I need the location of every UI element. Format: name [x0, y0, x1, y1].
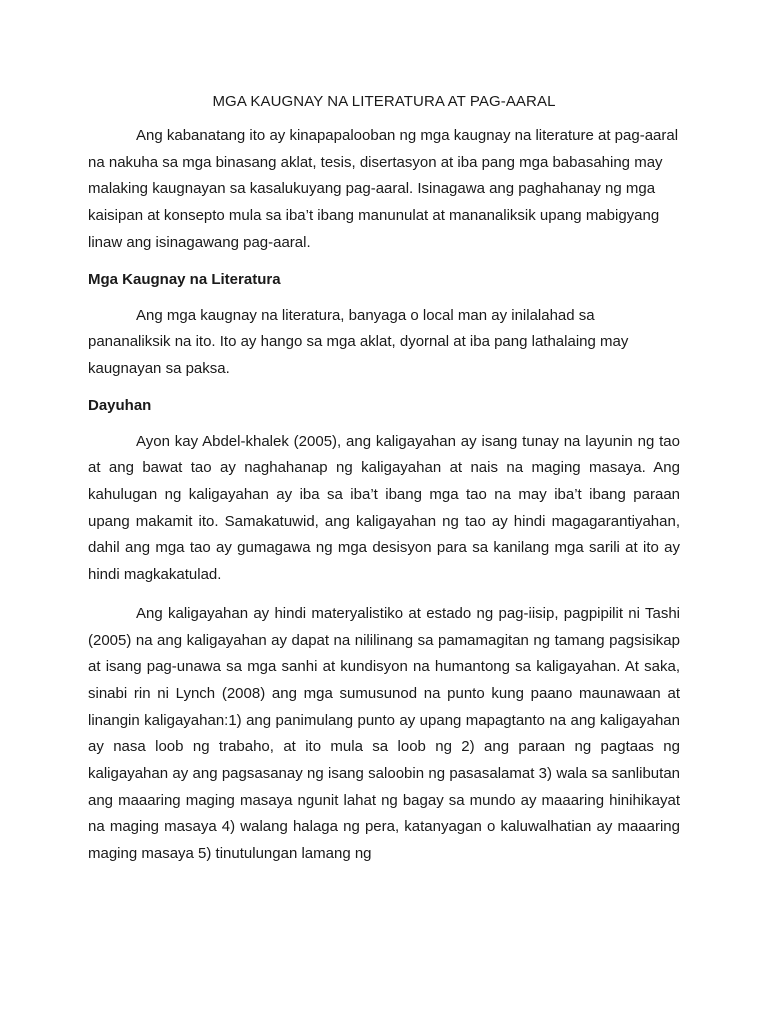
- dayuhan-paragraph-2: Ang kaligayahan ay hindi materyalistiko at estado ng pag-iisip, pagpipilit ni Tashi (2005) na ang kaligayahan ay dapat na nililinang sa pamamagitan ng tamang pagsisikap at isang pag-unawa sa mga sanhi at kundisyon na humantong sa kaligayahan. At saka, sinabi rin ni Lynch (2008) ang mga sumusunod na punto kung paano maunawaan at linangin kaligayahan:1) ang panimulang punto ay upang mapagtanto na ang kaligayahan ay nasa loob ng trabaho, at ito mula sa loob ng 2) ang paraan ng pagtaas ng kaligayahan ay ang pagsasanay ng isang saloobin ng pasasalamat 3) wala sa sanlibutan ang maaaring maging masaya ngunit lahat ng bagay sa mundo ay maaaring hinihikayat na maging masaya 4) walang halaga ng pera, katanyagan o kaluwalhatian ay maaaring maging masaya 5) tinutulungan lamang ng: [88, 604, 680, 863]
- intro-paragraph: Ang kabanatang ito ay kinapapalooban ng mga kaugnay na literature at pag-aaral na nakuha sa mga binasang aklat, tesis, disertasyon at iba pang mga babasahing may malaking kaugnayan sa kasalukuyang pag-aaral. Isinagawa ang paghahanay ng mga kaisipan at konsepto mula sa iba’t ibang manunulat at mananaliksik upang mabigyang linaw ang isinagawang pag-aaral.: [88, 127, 679, 251]
- section-heading-kaugnay-literatura: Mga Kaugnay na Literatura: [88, 270, 281, 288]
- section-heading-dayuhan: Dayuhan: [88, 396, 152, 414]
- document-title: MGA KAUGNAY NA LITERATURA AT PAG-AARAL: [212, 93, 556, 110]
- kaugnay-literatura-paragraph: Ang mga kaugnay na literatura, banyaga o local man ay inilalahad sa pananaliksik na ito. Ito ay hango sa mga aklat, dyornal at iba pang lathalaing may kaugnayan sa paksa.: [88, 306, 629, 377]
- dayuhan-paragraph-1: Ayon kay Abdel-khalek (2005), ang kaligayahan ay isang tunay na layunin ng tao at ang bawat tao ay naghahanap ng kaligayahan at nais na maging masaya. Ang kahulugan ng kaligayahan ay iba sa iba’t ibang mga tao na may iba’t ibang paraan upang makamit ito. Samakatuwid, ang kaligayahan ng tao ay hindi magagarantiyahan, dahil ang mga tao ay gumagawa ng mga desisyon para sa kanilang mga sarili at ito ay hindi magkakatulad.: [88, 432, 680, 584]
